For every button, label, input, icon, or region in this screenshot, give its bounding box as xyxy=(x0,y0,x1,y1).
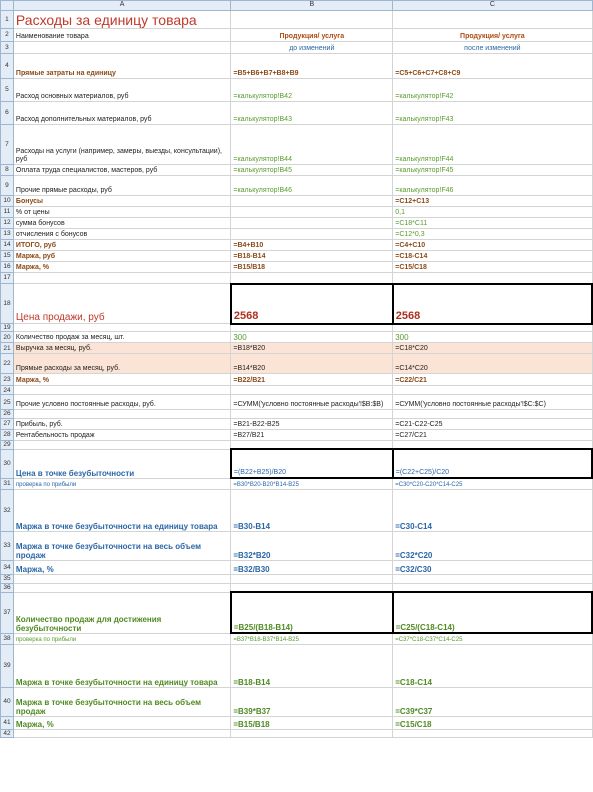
cell-c33[interactable]: =C32*C20 xyxy=(393,531,592,560)
row-header-11[interactable]: 11 xyxy=(1,207,14,218)
cell-b23[interactable]: =B22/B21 xyxy=(231,374,393,386)
cell-a5[interactable]: Расход основных материалов, руб xyxy=(13,79,230,102)
cell-b3[interactable]: до изменений xyxy=(231,42,393,54)
sheet-row-21 xyxy=(1,343,593,354)
cell-b40[interactable]: =B39*B37 xyxy=(231,687,393,716)
cell-a21[interactable]: Выручка за месяц, руб. xyxy=(13,343,230,354)
cell-a40[interactable]: Маржа в точке безубыточности на весь объем продаж xyxy=(13,687,230,716)
column-header-c[interactable]: C xyxy=(393,1,592,11)
cell-b41[interactable]: =B15/B18 xyxy=(231,716,393,729)
cell-a24[interactable] xyxy=(13,386,230,395)
cell-c22[interactable]: =C14*C20 xyxy=(393,354,592,374)
row-header-28[interactable]: 28 xyxy=(1,429,14,440)
sheet-row-32 xyxy=(1,489,593,531)
cell-b33[interactable]: =B32*B20 xyxy=(231,531,393,560)
sheet-row-26 xyxy=(1,410,593,418)
sheet-row-30 xyxy=(1,449,593,478)
cell-a8[interactable]: Оплата труда специалистов, мастеров, руб xyxy=(13,165,230,176)
sheet-row-22 xyxy=(1,354,593,374)
sheet-row-24 xyxy=(1,386,593,395)
sheet-row-12 xyxy=(1,218,593,229)
sheet-row-16 xyxy=(1,262,593,273)
row-header-30[interactable]: 30 xyxy=(1,449,14,478)
cell-a26[interactable] xyxy=(13,410,230,418)
cell-a20[interactable]: Количество продаж за месяц, шт. xyxy=(13,332,230,343)
cell-a42[interactable] xyxy=(13,729,230,737)
sheet-row-36 xyxy=(1,583,593,592)
row-header-3[interactable]: 3 xyxy=(1,42,14,54)
cell-c10[interactable]: =C12+C13 xyxy=(393,196,592,207)
cell-c35[interactable] xyxy=(393,574,592,583)
cell-c28[interactable]: =C27/C21 xyxy=(393,429,592,440)
sheet-row-38 xyxy=(1,633,593,644)
cell-b27[interactable]: =B21-B22-B25 xyxy=(231,418,393,429)
cell-b32[interactable]: =B30-B14 xyxy=(231,489,393,531)
cell-a17[interactable] xyxy=(13,273,230,284)
cell-c31[interactable]: =C30*C20-C20*C14-C25 xyxy=(393,478,592,489)
row-header-35[interactable]: 35 xyxy=(1,574,14,583)
cell-a37[interactable]: Количество продаж для достижения безубыточности xyxy=(13,592,230,633)
cell-c9[interactable]: =калькулятор!F46 xyxy=(393,176,592,196)
cell-c34[interactable]: =C32/C30 xyxy=(393,560,592,574)
cell-c16[interactable]: =C15/C18 xyxy=(393,262,592,273)
cell-a35[interactable] xyxy=(13,574,230,583)
cell-b12[interactable] xyxy=(231,218,393,229)
sheet-row-8 xyxy=(1,165,593,176)
cell-c21[interactable]: =C18*C20 xyxy=(393,343,592,354)
row-header-6[interactable]: 6 xyxy=(1,102,14,125)
sheet-row-17 xyxy=(1,273,593,284)
sheet-row-35 xyxy=(1,574,593,583)
sheet-row-19 xyxy=(1,324,593,332)
sheet-row-15 xyxy=(1,251,593,262)
cell-c32[interactable]: =C30-C14 xyxy=(393,489,592,531)
cell-a28[interactable]: Рентабельность продаж xyxy=(13,429,230,440)
cell-c12[interactable]: =C18*C11 xyxy=(393,218,592,229)
cell-a30[interactable]: Цена в точке безубыточности xyxy=(13,449,230,478)
row-header-41[interactable]: 41 xyxy=(1,716,14,729)
row-header-15[interactable]: 15 xyxy=(1,251,14,262)
row-header-12[interactable]: 12 xyxy=(1,218,14,229)
cell-a27[interactable]: Прибыль, руб. xyxy=(13,418,230,429)
row-header-10[interactable]: 10 xyxy=(1,196,14,207)
cell-a6[interactable]: Расход дополнительных материалов, руб xyxy=(13,102,230,125)
row-header-34[interactable]: 34 xyxy=(1,560,14,574)
sheet-row-40 xyxy=(1,687,593,716)
cell-b2[interactable]: Продукция/ услуга xyxy=(231,29,393,42)
cell-b22[interactable]: =B14*B20 xyxy=(231,354,393,374)
cell-c36[interactable] xyxy=(393,583,592,592)
cell-a16[interactable]: Маржа, % xyxy=(13,262,230,273)
cell-c37[interactable]: =C25/(C18-C14) xyxy=(393,592,592,633)
row-header-17[interactable]: 17 xyxy=(1,273,14,284)
cell-a10[interactable]: Бонусы xyxy=(13,196,230,207)
cell-a39[interactable]: Маржа в точке безубыточности на единицу товара xyxy=(13,644,230,687)
row-header-42[interactable]: 42 xyxy=(1,729,14,737)
cell-b1[interactable] xyxy=(231,11,393,29)
row-header-16[interactable]: 16 xyxy=(1,262,14,273)
cell-a12[interactable]: сумма бонусов xyxy=(13,218,230,229)
cell-c2[interactable]: Продукция/ услуга xyxy=(393,29,592,42)
sheet-row-14 xyxy=(1,240,593,251)
sheet-body xyxy=(1,11,593,738)
cell-a11[interactable]: % от цены xyxy=(13,207,230,218)
cell-b8[interactable]: =калькулятор!B45 xyxy=(231,165,393,176)
cell-a34[interactable]: Маржа, % xyxy=(13,560,230,574)
cell-c40[interactable]: =C39*C37 xyxy=(393,687,592,716)
row-header-37[interactable]: 37 xyxy=(1,592,14,633)
cell-c8[interactable]: =калькулятор!F45 xyxy=(393,165,592,176)
cell-c27[interactable]: =C21-C22-C25 xyxy=(393,418,592,429)
cell-c20[interactable]: 300 xyxy=(393,332,592,343)
row-header-18[interactable]: 18 xyxy=(1,284,14,324)
row-header-33[interactable]: 33 xyxy=(1,531,14,560)
cell-a9[interactable]: Прочие прямые расходы, руб xyxy=(13,176,230,196)
row-header-13[interactable]: 13 xyxy=(1,229,14,240)
sheet-row-29 xyxy=(1,440,593,449)
cell-b18[interactable]: 2568 xyxy=(231,284,393,324)
cell-c26[interactable] xyxy=(393,410,592,418)
sheet-row-41 xyxy=(1,716,593,729)
sheet-row-10 xyxy=(1,196,593,207)
cell-c23[interactable]: =C22/C21 xyxy=(393,374,592,386)
sheet-row-31 xyxy=(1,478,593,489)
cell-c3[interactable]: после изменений xyxy=(393,42,592,54)
sheet-row-37 xyxy=(1,592,593,633)
cell-b4[interactable]: =B5+B6+B7+B8+B9 xyxy=(231,54,393,79)
row-header-9[interactable]: 9 xyxy=(1,176,14,196)
cell-b5[interactable]: =калькулятор!B42 xyxy=(231,79,393,102)
cell-a38[interactable]: проверка по прибыли xyxy=(13,633,230,644)
cell-b11[interactable] xyxy=(231,207,393,218)
cell-b35[interactable] xyxy=(231,574,393,583)
cell-c41[interactable]: =C15/C18 xyxy=(393,716,592,729)
cell-c7[interactable]: =калькулятор!F44 xyxy=(393,125,592,165)
row-header-23[interactable]: 23 xyxy=(1,374,14,386)
cell-a29[interactable] xyxy=(13,440,230,449)
row-header-22[interactable]: 22 xyxy=(1,354,14,374)
cell-a32[interactable]: Маржа в точке безубыточности на единицу товара xyxy=(13,489,230,531)
row-header-20[interactable]: 20 xyxy=(1,332,14,343)
cell-b31[interactable]: =B30*B20-B20*B14-B25 xyxy=(231,478,393,489)
row-header-7[interactable]: 7 xyxy=(1,125,14,165)
row-header-21[interactable]: 21 xyxy=(1,343,14,354)
sheet-row-11 xyxy=(1,207,593,218)
cell-c15[interactable]: =C18-C14 xyxy=(393,251,592,262)
cell-b10[interactable] xyxy=(231,196,393,207)
row-header-39[interactable]: 39 xyxy=(1,644,14,687)
cell-c19[interactable] xyxy=(393,324,592,332)
cell-b19[interactable] xyxy=(231,324,393,332)
sheet-row-27 xyxy=(1,418,593,429)
cell-c30[interactable]: =(C22+C25)/C20 xyxy=(393,449,592,478)
cell-a7[interactable]: Расходы на услуги (например, замеры, выезды, консультации), руб xyxy=(13,125,230,165)
cell-c13[interactable]: =C12*0,3 xyxy=(393,229,592,240)
row-header-25[interactable]: 25 xyxy=(1,395,14,410)
cell-b9[interactable]: =калькулятор!B46 xyxy=(231,176,393,196)
cell-b26[interactable] xyxy=(231,410,393,418)
cell-a2[interactable]: Наименование товара xyxy=(13,29,230,42)
cell-c6[interactable]: =калькулятор!F43 xyxy=(393,102,592,125)
sheet-row-2 xyxy=(1,29,593,42)
cell-a41[interactable]: Маржа, % xyxy=(13,716,230,729)
cell-b7[interactable]: =калькулятор!B44 xyxy=(231,125,393,165)
sheet-row-39 xyxy=(1,644,593,687)
cell-a25[interactable]: Прочие условно постоянные расходы, руб. xyxy=(13,395,230,410)
cell-c11[interactable]: 0,1 xyxy=(393,207,592,218)
row-header-4[interactable]: 4 xyxy=(1,54,14,79)
cell-c4[interactable]: =C5+C6+C7+C8+C9 xyxy=(393,54,592,79)
row-header-40[interactable]: 40 xyxy=(1,687,14,716)
row-header-27[interactable]: 27 xyxy=(1,418,14,429)
row-header-31[interactable]: 31 xyxy=(1,478,14,489)
sheet-row-42 xyxy=(1,729,593,737)
cell-c18[interactable]: 2568 xyxy=(393,284,592,324)
cell-a1[interactable]: Расходы за единицу товара xyxy=(13,11,230,29)
cell-b37[interactable]: =B25/(B18-B14) xyxy=(231,592,393,633)
cell-a19[interactable] xyxy=(13,324,230,332)
cell-c14[interactable]: =C4+C10 xyxy=(393,240,592,251)
sheet-row-13 xyxy=(1,229,593,240)
cell-b24[interactable] xyxy=(231,386,393,395)
cell-a22[interactable]: Прямые расходы за месяц, руб. xyxy=(13,354,230,374)
cell-c39[interactable]: =C18-C14 xyxy=(393,644,592,687)
row-header-5[interactable]: 5 xyxy=(1,79,14,102)
cell-c24[interactable] xyxy=(393,386,592,395)
sheet-row-25 xyxy=(1,395,593,410)
cell-a33[interactable]: Маржа в точке безубыточности на весь объем продаж xyxy=(13,531,230,560)
cell-b42[interactable] xyxy=(231,729,393,737)
sheet-row-20 xyxy=(1,332,593,343)
sheet-row-9 xyxy=(1,176,593,196)
cell-b20[interactable]: 300 xyxy=(231,332,393,343)
cell-c29[interactable] xyxy=(393,440,592,449)
cell-a23[interactable]: Маржа, % xyxy=(13,374,230,386)
cell-b34[interactable]: =B32/B30 xyxy=(231,560,393,574)
sheet-row-4 xyxy=(1,54,593,79)
cell-a3[interactable] xyxy=(13,42,230,54)
select-all-corner[interactable] xyxy=(1,1,14,11)
row-header-26[interactable]: 26 xyxy=(1,410,14,418)
cell-b29[interactable] xyxy=(231,440,393,449)
cell-a14[interactable]: ИТОГО, руб xyxy=(13,240,230,251)
column-header-b[interactable]: B xyxy=(231,1,393,11)
sheet-row-3 xyxy=(1,42,593,54)
sheet-row-33 xyxy=(1,531,593,560)
sheet-row-23 xyxy=(1,374,593,386)
cell-c42[interactable] xyxy=(393,729,592,737)
cell-b21[interactable]: =B18*B20 xyxy=(231,343,393,354)
row-header-36[interactable]: 36 xyxy=(1,583,14,592)
sheet-row-34 xyxy=(1,560,593,574)
cell-b39[interactable]: =B18-B14 xyxy=(231,644,393,687)
cell-b15[interactable]: =B18-B14 xyxy=(231,251,393,262)
row-header-8[interactable]: 8 xyxy=(1,165,14,176)
row-header-24[interactable]: 24 xyxy=(1,386,14,395)
cell-b6[interactable]: =калькулятор!B43 xyxy=(231,102,393,125)
cell-b36[interactable] xyxy=(231,583,393,592)
sheet-row-1 xyxy=(1,11,593,29)
cell-c38[interactable]: =C37*C18-C37*C14-C25 xyxy=(393,633,592,644)
sheet-row-6 xyxy=(1,102,593,125)
sheet-row-18 xyxy=(1,284,593,324)
cell-b30[interactable]: =(B22+B25)/B20 xyxy=(231,449,393,478)
cell-a4[interactable]: Прямые затраты на единицу xyxy=(13,54,230,79)
cell-a36[interactable] xyxy=(13,583,230,592)
cell-a31[interactable]: проверка по прибыли xyxy=(13,478,230,489)
cell-b38[interactable]: =B37*B18-B37*B14-B25 xyxy=(231,633,393,644)
row-header-38[interactable]: 38 xyxy=(1,633,14,644)
cell-a15[interactable]: Маржа, руб xyxy=(13,251,230,262)
cell-b13[interactable] xyxy=(231,229,393,240)
sheet-row-5 xyxy=(1,79,593,102)
sheet-row-28 xyxy=(1,429,593,440)
cell-a18[interactable]: Цена продажи, руб xyxy=(13,284,230,324)
sheet-row-7 xyxy=(1,125,593,165)
row-header-32[interactable]: 32 xyxy=(1,489,14,531)
cell-c17[interactable] xyxy=(393,273,592,284)
row-header-1[interactable]: 1 xyxy=(1,11,14,29)
cell-b25[interactable]: =СУММ('условно постоянные расходы'!$B:$B) xyxy=(231,395,393,410)
cell-b16[interactable]: =B15/B18 xyxy=(231,262,393,273)
row-header-29[interactable]: 29 xyxy=(1,440,14,449)
cell-b17[interactable] xyxy=(231,273,393,284)
row-header-14[interactable]: 14 xyxy=(1,240,14,251)
cell-b14[interactable]: =B4+B10 xyxy=(231,240,393,251)
cell-b28[interactable]: =B27/B21 xyxy=(231,429,393,440)
cell-c1[interactable] xyxy=(393,11,592,29)
cell-a13[interactable]: отчисления с бонусов xyxy=(13,229,230,240)
row-header-2[interactable]: 2 xyxy=(1,29,14,42)
row-header-19[interactable]: 19 xyxy=(1,324,14,332)
cell-c5[interactable]: =калькулятор!F42 xyxy=(393,79,592,102)
column-header-a[interactable]: A xyxy=(13,1,230,11)
cell-c25[interactable]: =СУММ('условно постоянные расходы'!$C:$C) xyxy=(393,395,592,410)
